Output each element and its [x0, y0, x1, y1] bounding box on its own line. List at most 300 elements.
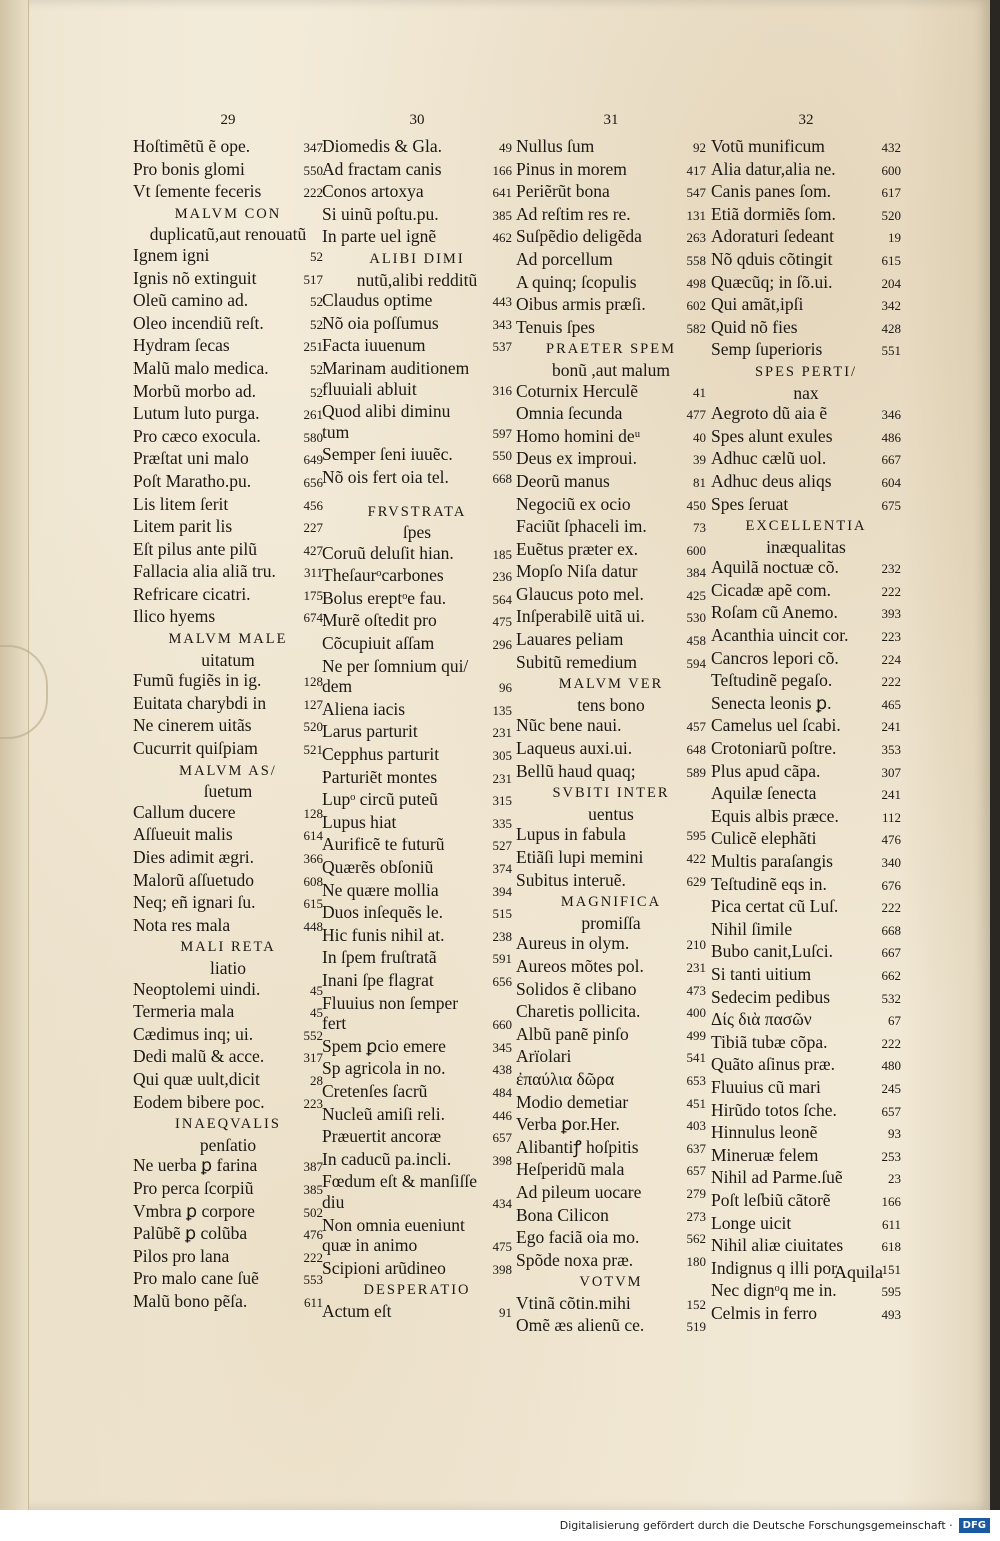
entry-text: Homo homini deᵘ: [516, 425, 641, 446]
entry-page-ref: 448: [303, 918, 323, 934]
index-entry: [322, 467, 512, 490]
entry-page-ref: 674: [303, 610, 323, 626]
entry-text: Pilos pro lana: [133, 1245, 230, 1266]
entry-text: Refricare cicatri.: [133, 583, 251, 604]
entry-page-ref: 637: [686, 1140, 706, 1156]
entry-continuation: inæqualitas: [766, 536, 846, 557]
entry-page-ref: 151: [881, 1261, 901, 1277]
entry-page-ref: 223: [303, 1095, 323, 1111]
index-entry: [133, 268, 323, 291]
entry-page-ref: 236: [492, 569, 512, 585]
entry-text: Claudus optime: [322, 290, 433, 311]
entry-page-ref: 608: [303, 873, 323, 889]
entry-page-ref: 604: [881, 474, 901, 490]
entry-text: Acanthia uincit cor.: [711, 625, 849, 646]
entry-text: Oleo incendiũ reſt.: [133, 312, 264, 333]
entry-text: Nõ oia poſſumus: [322, 312, 439, 333]
index-entry: [133, 245, 323, 268]
index-entry: [516, 1315, 706, 1338]
entry-page-ref: 618: [881, 1239, 901, 1255]
entry-page-ref: 550: [492, 448, 512, 464]
entry-page-ref: 595: [686, 828, 706, 844]
entry-page-ref: 346: [881, 407, 901, 423]
entry-text: fert: [322, 1013, 347, 1034]
index-entry: [711, 426, 901, 449]
index-entry: [133, 802, 323, 825]
entry-text: Cædimus inq; ui.: [133, 1023, 254, 1044]
index-entry: [133, 403, 323, 426]
index-entry: [133, 606, 323, 629]
entry-text: diu: [322, 1191, 345, 1212]
index-entry: [516, 272, 706, 295]
entry-text: Aliena iacis: [322, 698, 406, 719]
entry-text: Malũ bono pẽſa.: [133, 1290, 248, 1311]
entry-page-ref: 343: [492, 316, 512, 332]
index-entry: [516, 715, 706, 738]
page-number: 30: [409, 112, 425, 128]
entry-text: Vtinã cõtin.mihi: [516, 1292, 631, 1313]
entry-page-ref: 428: [881, 320, 901, 336]
entry-text: Coturnix Herculẽ: [516, 380, 638, 401]
index-entry: [322, 1081, 512, 1104]
entry-text: quæ in animo: [322, 1235, 418, 1256]
entry-text: Nõ ois fert oia tel.: [322, 466, 449, 487]
entry-page-ref: 602: [686, 298, 706, 314]
entry-text: Quærẽs obſoniũ: [322, 857, 434, 877]
index-entry: [322, 1013, 512, 1036]
index-entry: [516, 294, 706, 317]
entry-text: Murẽ oſtedit pro: [322, 610, 437, 631]
entry-continuation: Non omnia eueniunt: [322, 1214, 465, 1235]
entry-page-ref: 589: [686, 764, 706, 780]
entry-text: Spes alunt exules: [711, 425, 833, 446]
entry-text: Aquilã noctuæ cõ.: [711, 557, 839, 578]
index-entry: [711, 693, 901, 716]
entry-text: Termeria mala: [133, 1001, 235, 1022]
entry-text: Inani ſpe flagrat: [322, 969, 434, 990]
index-entry: [322, 676, 512, 699]
entry-text: Charetis pollicita.: [516, 1001, 641, 1022]
entry-page-ref: 657: [881, 1103, 901, 1119]
entry-text: Quid nõ fies: [711, 316, 798, 337]
entry-page-ref: 73: [693, 520, 706, 536]
index-entry: [133, 426, 323, 449]
index-entry: [516, 1159, 706, 1182]
entry-text: Nullus ſum: [516, 136, 595, 156]
entry-text: Bubo canit,Luſci.: [711, 941, 833, 962]
entry-page-ref: 641: [492, 185, 512, 201]
entry-page-ref: 547: [686, 185, 706, 201]
entry-page-ref: 279: [686, 1185, 706, 1201]
entry-text: Oibus armis præſi.: [516, 294, 646, 315]
entry-text: Quãto aſinus præ.: [711, 1054, 835, 1075]
index-entry: [516, 870, 706, 893]
index-entry: [133, 561, 323, 584]
entry-page-ref: 52: [310, 384, 323, 400]
entry-text: Adoraturi ſedeant: [711, 226, 834, 247]
index-entry: [322, 789, 512, 812]
entry-page-ref: 475: [492, 614, 512, 630]
catchword: Aquila: [834, 1262, 883, 1282]
entry-text: Oleũ camino ad.: [133, 290, 249, 311]
index-entry: [133, 870, 323, 893]
entry-page-ref: 52: [310, 316, 323, 332]
entry-text: Crotoniarũ poſtre.: [711, 738, 837, 759]
index-entry: [711, 317, 901, 340]
index-entry: [711, 602, 901, 625]
entry-page-ref: 185: [492, 546, 512, 562]
index-entry: [711, 249, 901, 272]
entry-text: Coruũ deluſit hian.: [322, 542, 454, 563]
entry-text: Teſtudinẽ eqs in.: [711, 873, 827, 894]
entry-text: Qui amãt,ipſi: [711, 294, 804, 315]
entry-text: Arïolari: [516, 1046, 572, 1067]
index-entry: [516, 561, 706, 584]
entry-page-ref: 393: [881, 606, 901, 622]
entry-text: Hirũdo totos ſche.: [711, 1099, 837, 1120]
entry-text: Culicẽ elephãti: [711, 828, 817, 849]
index-entry: [322, 699, 512, 722]
index-entry: [322, 834, 512, 857]
index-entry: [133, 892, 323, 915]
entry-text: Mineruæ felem: [711, 1144, 819, 1165]
entry-text: Neoptolemi uindi.: [133, 978, 261, 999]
entry-text: Omẽ æs alienũ ce.: [516, 1315, 645, 1336]
index-entry: [133, 494, 323, 517]
index-entry: [133, 1155, 323, 1178]
index-entry: [711, 761, 901, 784]
entry-page-ref: 204: [881, 275, 901, 291]
entry-page-ref: 552: [303, 1027, 323, 1043]
entry-page-ref: 427: [303, 542, 323, 558]
index-entry: [133, 1246, 323, 1269]
entry-text: Fluuius cũ mari: [711, 1076, 821, 1097]
entry-page-ref: 394: [492, 883, 512, 899]
entry-page-ref: 222: [303, 1249, 323, 1265]
entry-page-ref: 675: [881, 497, 901, 513]
entry-text: Suſpẽdio deligẽda: [516, 226, 642, 247]
index-entry: [322, 379, 512, 402]
entry-text: Diomedis & Gla.: [322, 136, 443, 156]
index-entry: [322, 1104, 512, 1127]
index-entry: [711, 1032, 901, 1055]
entry-text: Pro cæco exocula.: [133, 425, 261, 446]
entry-page-ref: 456: [303, 497, 323, 513]
entry-text: Pro bonis glomi: [133, 158, 245, 179]
entry-page-ref: 222: [881, 674, 901, 690]
entry-text: Multis paraſangis: [711, 851, 833, 871]
entry-page-ref: 656: [303, 474, 323, 490]
index-entry: [516, 1205, 706, 1228]
index-entry: [516, 249, 706, 272]
entry-page-ref: 128: [303, 805, 323, 821]
entry-page-ref: 446: [492, 1107, 512, 1123]
entry-page-ref: 657: [492, 1130, 512, 1146]
entry-page-ref: 519: [686, 1319, 706, 1335]
index-entry: [711, 339, 901, 362]
index-entry: [516, 1092, 706, 1115]
index-entry: [711, 625, 901, 648]
entry-text: Bolus ereptᵒe fau.: [322, 587, 447, 608]
entry-page-ref: 400: [686, 1005, 706, 1021]
entry-text: In caducũ pa.incli.: [322, 1148, 452, 1169]
entry-continuation: nutũ,alibi redditũ: [356, 269, 478, 290]
entry-page-ref: 19: [888, 230, 901, 246]
section-heading: VOTVM: [579, 1274, 643, 1291]
entry-text: Spem ꝑcio emere: [322, 1035, 446, 1056]
index-entry: [711, 448, 901, 471]
index-entry: [322, 1058, 512, 1081]
index-entry: [322, 159, 512, 182]
entry-page-ref: 232: [881, 561, 901, 577]
entry-text: Spes ſeruat: [711, 493, 789, 514]
entry-page-ref: 600: [686, 542, 706, 558]
entry-text: Nucleũ amiſi reli.: [322, 1103, 445, 1124]
entry-text: Qui quæ uult,dicit: [133, 1068, 260, 1089]
index-entry: [516, 159, 706, 182]
entry-text: Aureus in olym.: [516, 933, 630, 954]
index-entry: [516, 1069, 706, 1092]
entry-text: Actum eſt: [322, 1300, 392, 1321]
section-heading: ALIBI DIMI: [369, 250, 465, 267]
entry-text: Longe uicit: [711, 1212, 792, 1233]
entry-page-ref: 273: [686, 1208, 706, 1224]
entry-page-ref: 649: [303, 452, 323, 468]
page-number: 32: [798, 112, 814, 128]
entry-page-ref: 498: [686, 275, 706, 291]
entry-text: Conos artoxya: [322, 181, 424, 202]
entry-page-ref: 562: [686, 1231, 706, 1247]
entry-text: Poſt Maratho.pu.: [133, 470, 252, 491]
entry-text: Hinnulus leonẽ: [711, 1122, 818, 1143]
index-entry: [516, 652, 706, 675]
entry-page-ref: 615: [881, 252, 901, 268]
index-entry: [322, 444, 512, 467]
entry-page-ref: 617: [881, 185, 901, 201]
entry-text: Bona Cilicon: [516, 1204, 609, 1225]
entry-text: Δίς διὰ πασῶν: [711, 1009, 812, 1030]
index-entry: [711, 403, 901, 426]
entry-text: Euẽtus præter ex.: [516, 538, 638, 559]
entry-text: Poſt leſbiũ cãtorẽ: [711, 1189, 831, 1210]
entry-text: Inſperabilẽ uitã ui.: [516, 606, 645, 627]
entry-page-ref: 135: [492, 702, 512, 718]
entry-page-ref: 347: [303, 140, 323, 155]
entry-text: Pro perca ſcorpiũ: [133, 1177, 254, 1198]
entry-page-ref: 477: [686, 407, 706, 423]
entry-page-ref: 222: [881, 1035, 901, 1051]
entry-page-ref: 175: [303, 587, 323, 603]
entry-page-ref: 580: [303, 429, 323, 445]
entry-continuation: Ne per ſomnium qui/: [322, 655, 469, 676]
index-entry: [711, 580, 901, 603]
entry-text: Nihil ſimile: [711, 918, 793, 939]
entry-continuation: Fluuius non ſemper: [322, 992, 459, 1013]
index-entry: [133, 979, 323, 1002]
entry-page-ref: 550: [303, 162, 323, 178]
index-entry: [322, 767, 512, 790]
index-entry: [133, 1268, 323, 1291]
section-heading: PRAETER SPEM: [546, 341, 676, 358]
entry-page-ref: 40: [693, 429, 706, 445]
entry-text: Ne uerba ꝑ farina: [133, 1155, 258, 1176]
entry-page-ref: 345: [492, 1039, 512, 1055]
entry-page-ref: 502: [303, 1204, 323, 1220]
entry-page-ref: 28: [310, 1072, 323, 1088]
index-entry: [133, 1092, 323, 1115]
index-entry: [322, 1036, 512, 1059]
entry-page-ref: 296: [492, 637, 512, 653]
entry-page-ref: 45: [310, 1005, 323, 1021]
entry-continuation: duplicatũ,aut renouatũ: [149, 224, 307, 245]
entry-page-ref: 462: [492, 230, 512, 246]
index-entry: [711, 272, 901, 295]
entry-page-ref: 222: [881, 900, 901, 916]
entry-page-ref: 667: [881, 452, 901, 468]
entry-text: Larus parturit: [322, 721, 418, 742]
section-heading: MAGNIFICA: [560, 894, 662, 911]
entry-page-ref: 553: [303, 1272, 323, 1288]
index-entry: [711, 1145, 901, 1168]
entry-page-ref: 91: [499, 1304, 512, 1320]
entry-text: Euitata charybdi in: [133, 692, 267, 713]
index-entry: [516, 629, 706, 652]
index-entry: [322, 744, 512, 767]
index-entry: [711, 648, 901, 671]
entry-page-ref: 425: [686, 587, 706, 603]
section-heading: SPES PERTI/: [754, 363, 858, 380]
index-column-32: [711, 112, 901, 1325]
index-entry: [711, 783, 901, 806]
entry-page-ref: 537: [492, 339, 512, 355]
index-entry: [133, 1001, 323, 1024]
entry-page-ref: 465: [881, 696, 901, 712]
entry-text: In parte uel ignẽ: [322, 226, 437, 247]
entry-text: Canis panes ſom.: [711, 181, 832, 202]
entry-text: Lis litem ſerit: [133, 493, 229, 514]
entry-page-ref: 387: [303, 1159, 323, 1175]
entry-text: Fumũ fugiẽs in ig.: [133, 670, 262, 691]
entry-page-ref: 398: [492, 1261, 512, 1277]
entry-text: Parturiẽt montes: [322, 766, 438, 787]
index-entry: [711, 1167, 901, 1190]
entry-page-ref: 432: [881, 140, 901, 155]
index-entry: [711, 896, 901, 919]
entry-page-ref: 366: [303, 851, 323, 866]
entry-page-ref: 434: [492, 1195, 512, 1211]
entry-page-ref: 480: [881, 1058, 901, 1074]
index-entry: [711, 874, 901, 897]
index-entry: [711, 851, 901, 874]
index-entry: [133, 313, 323, 336]
entry-text: Faciũt ſphaceli im.: [516, 516, 647, 537]
entry-page-ref: 648: [686, 742, 706, 758]
page-number: 31: [603, 112, 619, 128]
entry-text: Pica certat cũ Luſ.: [711, 896, 839, 917]
index-entry: [711, 919, 901, 942]
entry-text: Verba ꝑor.Her.: [516, 1114, 620, 1135]
entry-text: Fallacia alia aliã tru.: [133, 561, 276, 582]
entry-continuation: nax: [793, 382, 819, 403]
dfg-logo: DFG: [959, 1518, 990, 1533]
index-entry: [711, 226, 901, 249]
entry-page-ref: 611: [303, 1294, 323, 1310]
section-heading: DESPERATIO: [363, 1282, 471, 1299]
section-heading: MALVM MALE: [168, 631, 288, 648]
entry-text: Etiã dormiẽs ſom.: [711, 203, 836, 224]
index-entry: [133, 136, 323, 159]
index-entry: [711, 964, 901, 987]
entry-text: Glaucus poto mel.: [516, 583, 644, 604]
index-entry: [711, 1122, 901, 1145]
entry-text: Senecta leonis ꝑ.: [711, 692, 832, 713]
entry-text: Nihil aliæ ciuitates: [711, 1235, 844, 1256]
index-entry: [711, 471, 901, 494]
entry-page-ref: 222: [303, 185, 323, 201]
entry-page-ref: 52: [310, 248, 323, 264]
entry-text: A quinq; ſcopulis: [516, 271, 637, 292]
entry-page-ref: 245: [881, 1080, 901, 1096]
entry-continuation: uentus: [588, 803, 634, 824]
entry-text: Eodem bibere poc.: [133, 1091, 265, 1112]
entry-text: Morbũ morbo ad.: [133, 380, 256, 401]
index-entry: [133, 738, 323, 761]
entry-page-ref: 180: [686, 1253, 706, 1269]
entry-text: dem: [322, 676, 353, 697]
index-entry: [322, 226, 512, 249]
index-entry: [133, 1178, 323, 1201]
index-entry: [322, 857, 512, 880]
entry-text: Semper ſeni iuuẽc.: [322, 444, 453, 465]
entry-page-ref: 668: [492, 470, 512, 486]
entry-page-ref: 558: [686, 252, 706, 268]
entry-text: Malũ malo medica.: [133, 357, 269, 378]
entry-text: Deorũ manus: [516, 470, 610, 491]
index-entry: [133, 715, 323, 738]
entry-text: Ad porcellum: [516, 248, 613, 269]
index-entry: [516, 181, 706, 204]
entry-continuation: promiſſa: [581, 912, 641, 933]
entry-text: Solidos ẽ clibano: [516, 978, 637, 999]
index-entry: [133, 181, 323, 204]
index-entry: [516, 403, 706, 426]
entry-page-ref: 253: [881, 1148, 901, 1164]
index-entry: [322, 313, 512, 336]
entry-text: Præſtat uni malo: [133, 448, 249, 469]
entry-text: ἐπαύλια δῶρα: [516, 1068, 615, 1089]
section-heading: EXCELLENTIA: [745, 518, 867, 535]
entry-text: Facta iuuenum: [322, 335, 426, 356]
index-entry: [322, 970, 512, 993]
section-heading: MALVM VER: [558, 676, 664, 693]
index-entry: [516, 1001, 706, 1024]
page-gutter: [0, 0, 29, 1510]
index-entry: [322, 1126, 512, 1149]
entry-text: Alibantiꝭ hoſpitis: [516, 1136, 639, 1157]
entry-page-ref: 597: [492, 425, 512, 441]
entry-text: Nihil ad Parme.ſuẽ: [711, 1167, 843, 1188]
index-entry: [133, 516, 323, 539]
entry-page-ref: 311: [303, 565, 323, 581]
entry-page-ref: 600: [881, 162, 901, 178]
entry-page-ref: 307: [881, 764, 901, 780]
entry-text: Periẽrũt bona: [516, 181, 610, 202]
entry-page-ref: 223: [881, 629, 901, 645]
index-entry: [322, 422, 512, 445]
entry-text: Theſaurᵒcarbones: [322, 565, 444, 586]
entry-page-ref: 438: [492, 1062, 512, 1078]
entry-text: Nec dignᵒq me in.: [711, 1280, 837, 1301]
